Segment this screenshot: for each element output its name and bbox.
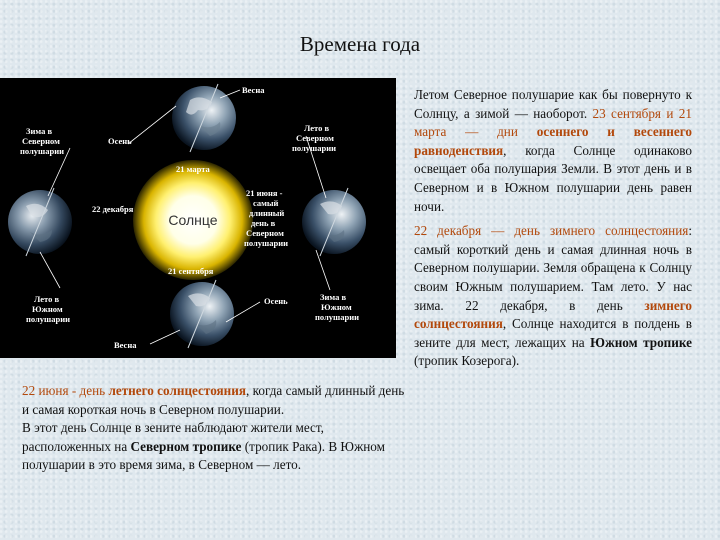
label-winter-south-3: полушарии bbox=[315, 312, 360, 322]
label-autumn-right: Осень bbox=[264, 296, 288, 306]
paragraph-equinox: Летом Северное полушарие как бы повернуто к Солнцу, а зимой — наоборот. 23 сентября и 21 марта — дни осеннего и весеннего равноденствия, когда Солнце одинаково освещает оба полушария Земли. В этот день и в Северном и в Южном полушарии день равен ночи. bbox=[414, 87, 693, 214]
right-text-column bbox=[414, 86, 692, 371]
label-summer-south-2: Южном bbox=[32, 304, 63, 314]
left-text-column bbox=[22, 382, 406, 475]
label-winter-south-1: Зима в bbox=[320, 292, 347, 302]
label-sep21: 21 сентября bbox=[168, 266, 214, 276]
label-winter-south-2: Южном bbox=[321, 302, 352, 312]
seasons-diagram bbox=[0, 78, 396, 358]
label-summer-north-3: полушарии bbox=[292, 143, 337, 153]
earth-top bbox=[172, 84, 236, 152]
paragraph-winter-solstice: 22 декабря — день зимнего солнцестояния: самый короткий день и самая длинная ночь в Северном полушарии. Земля обращена к Солнцу своим Южным полушарием. Там лето. У нас зима. 22 декабря, в день зимнего солнцестояния, Солнце находится в полдень в зените для мест, лежащих на Южном тропике (тропик Козерога). bbox=[414, 223, 692, 369]
label-winter-north-1: Зима в bbox=[26, 126, 53, 136]
paragraph-summer-solstice: 22 июня - день летнего солнцестояния, когда самый длинный день и самая короткая ночь в Северном полушарии. В этот день Солнце в зените наблюдают жители мест, расположенных на Северном тропике (тропик Рака). В Южном полушарии в это время зима, в Северном — лето. bbox=[22, 383, 405, 473]
earth-bottom bbox=[170, 280, 234, 348]
label-jun21-6: полушарии bbox=[244, 238, 289, 248]
label-jun21-5: Северном bbox=[246, 228, 284, 238]
page-title: Времена года bbox=[299, 32, 421, 56]
label-jun21-3: длинный bbox=[249, 208, 285, 218]
label-dec22: 22 декабря bbox=[92, 204, 134, 214]
label-jun21-2: самый bbox=[253, 198, 279, 208]
label-summer-south-1: Лето в bbox=[34, 294, 60, 304]
label-mar21: 21 марта bbox=[176, 164, 210, 174]
label-summer-north-1: Лето в bbox=[304, 123, 330, 133]
earth-right bbox=[302, 188, 366, 256]
label-summer-north-2: Северном bbox=[296, 133, 334, 143]
label-summer-south-3: полушарии bbox=[26, 314, 71, 324]
sun-label: Солнце bbox=[168, 212, 218, 228]
label-winter-north-2: Северном bbox=[22, 136, 60, 146]
label-spring-bottom: Весна bbox=[114, 340, 137, 350]
label-winter-north-3: полушарии bbox=[20, 146, 65, 156]
label-autumn-left: Осень bbox=[108, 136, 132, 146]
label-jun21-1: 21 июня - bbox=[246, 188, 283, 198]
earth-left bbox=[8, 188, 72, 256]
label-jun21-4: день в bbox=[251, 218, 276, 228]
label-spring-top: Весна bbox=[242, 85, 265, 95]
